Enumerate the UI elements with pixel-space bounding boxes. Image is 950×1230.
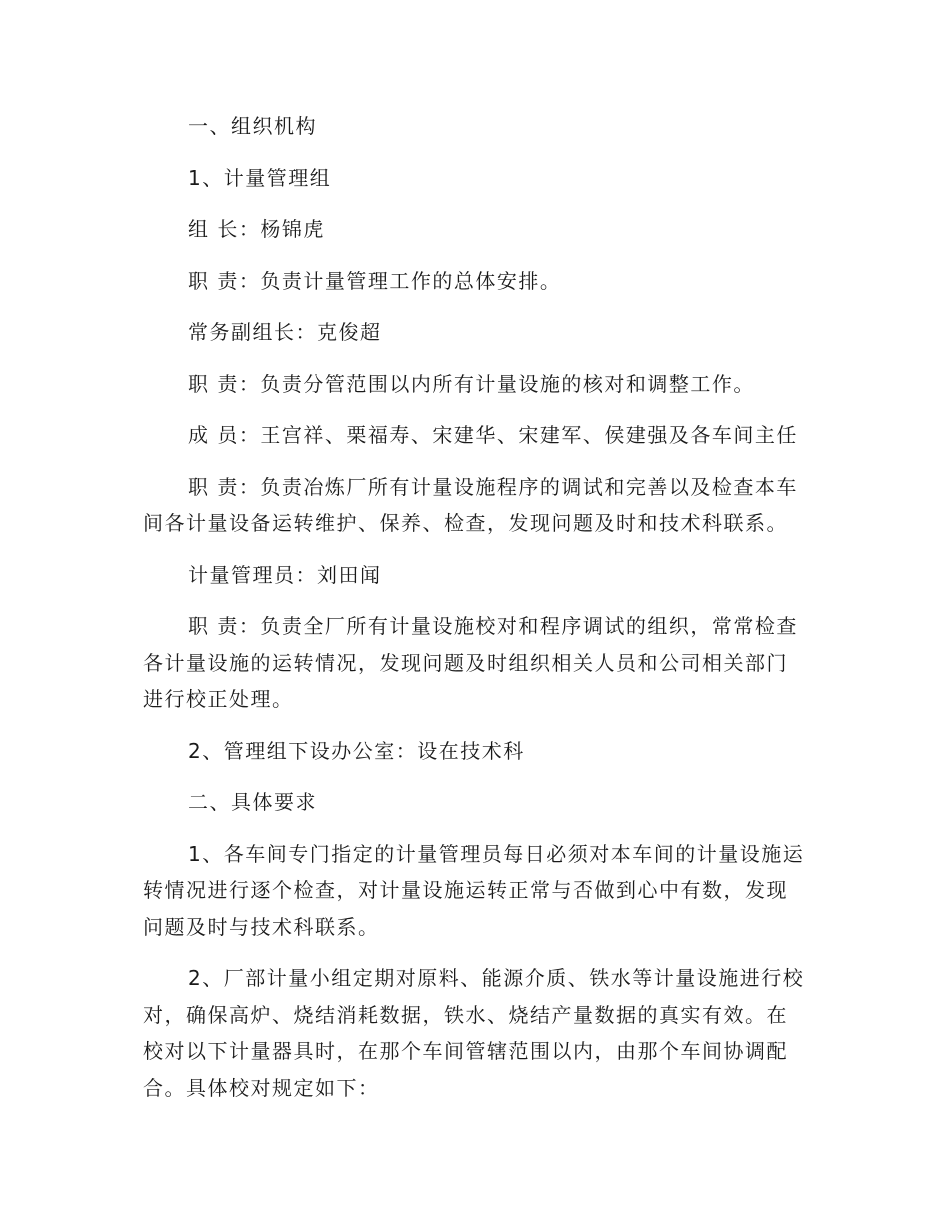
heading-requirements: 二、具体要求 — [188, 790, 317, 814]
deputy-leader-duty: 职 责：负责分管范围以内所有计量设施的核对和调整工作。 — [188, 371, 755, 396]
subheading-metering-group: 1、计量管理组 — [188, 165, 332, 190]
members: 成 员：王宫祥、栗福寿、宋建华、宋建军、侯建强及各车间主任 — [188, 423, 798, 447]
document-body — [143, 108, 807, 1106]
group-leader: 组 长：杨锦虎 — [188, 217, 325, 241]
heading-org-structure: 一、组织机构 — [188, 114, 317, 138]
administrator-duty: 职 责：负责全厂所有计量设施校对和程序调试的组织，常常检查各计量设施的运转情况，发现问题及时组织相关人员和公司相关部门进行校正处理。 — [143, 614, 798, 711]
members-duty: 职 责：负责冶炼厂所有计量设施程序的调试和完善以及检查本车间各计量设备运转维护、保养、检查，发现问题及时和技术科联系。 — [143, 474, 798, 535]
deputy-leader: 常务副组长：克俊超 — [188, 320, 382, 344]
requirement-2: 2、厂部计量小组定期对原料、能源介质、铁水等计量设施进行校对，确保高炉、烧结消耗数据，铁水、烧结产量数据的真实有效。在校对以下计量器具时，在那个车间管辖范围以内，由那个车间协调配合。具体校对规定如下： — [143, 966, 805, 1100]
office-location: 2、管理组下设办公室：设在技术科 — [188, 738, 525, 763]
requirement-1: 1、各车间专门指定的计量管理员每日必须对本车间的计量设施运转情况进行逐个检查，对计量设施运转正常与否做到心中有数，发现问题及时与技术科联系。 — [143, 841, 805, 939]
group-leader-duty: 职 责：负责计量管理工作的总体安排。 — [188, 268, 562, 293]
metering-administrator: 计量管理员：刘田闻 — [188, 562, 382, 587]
